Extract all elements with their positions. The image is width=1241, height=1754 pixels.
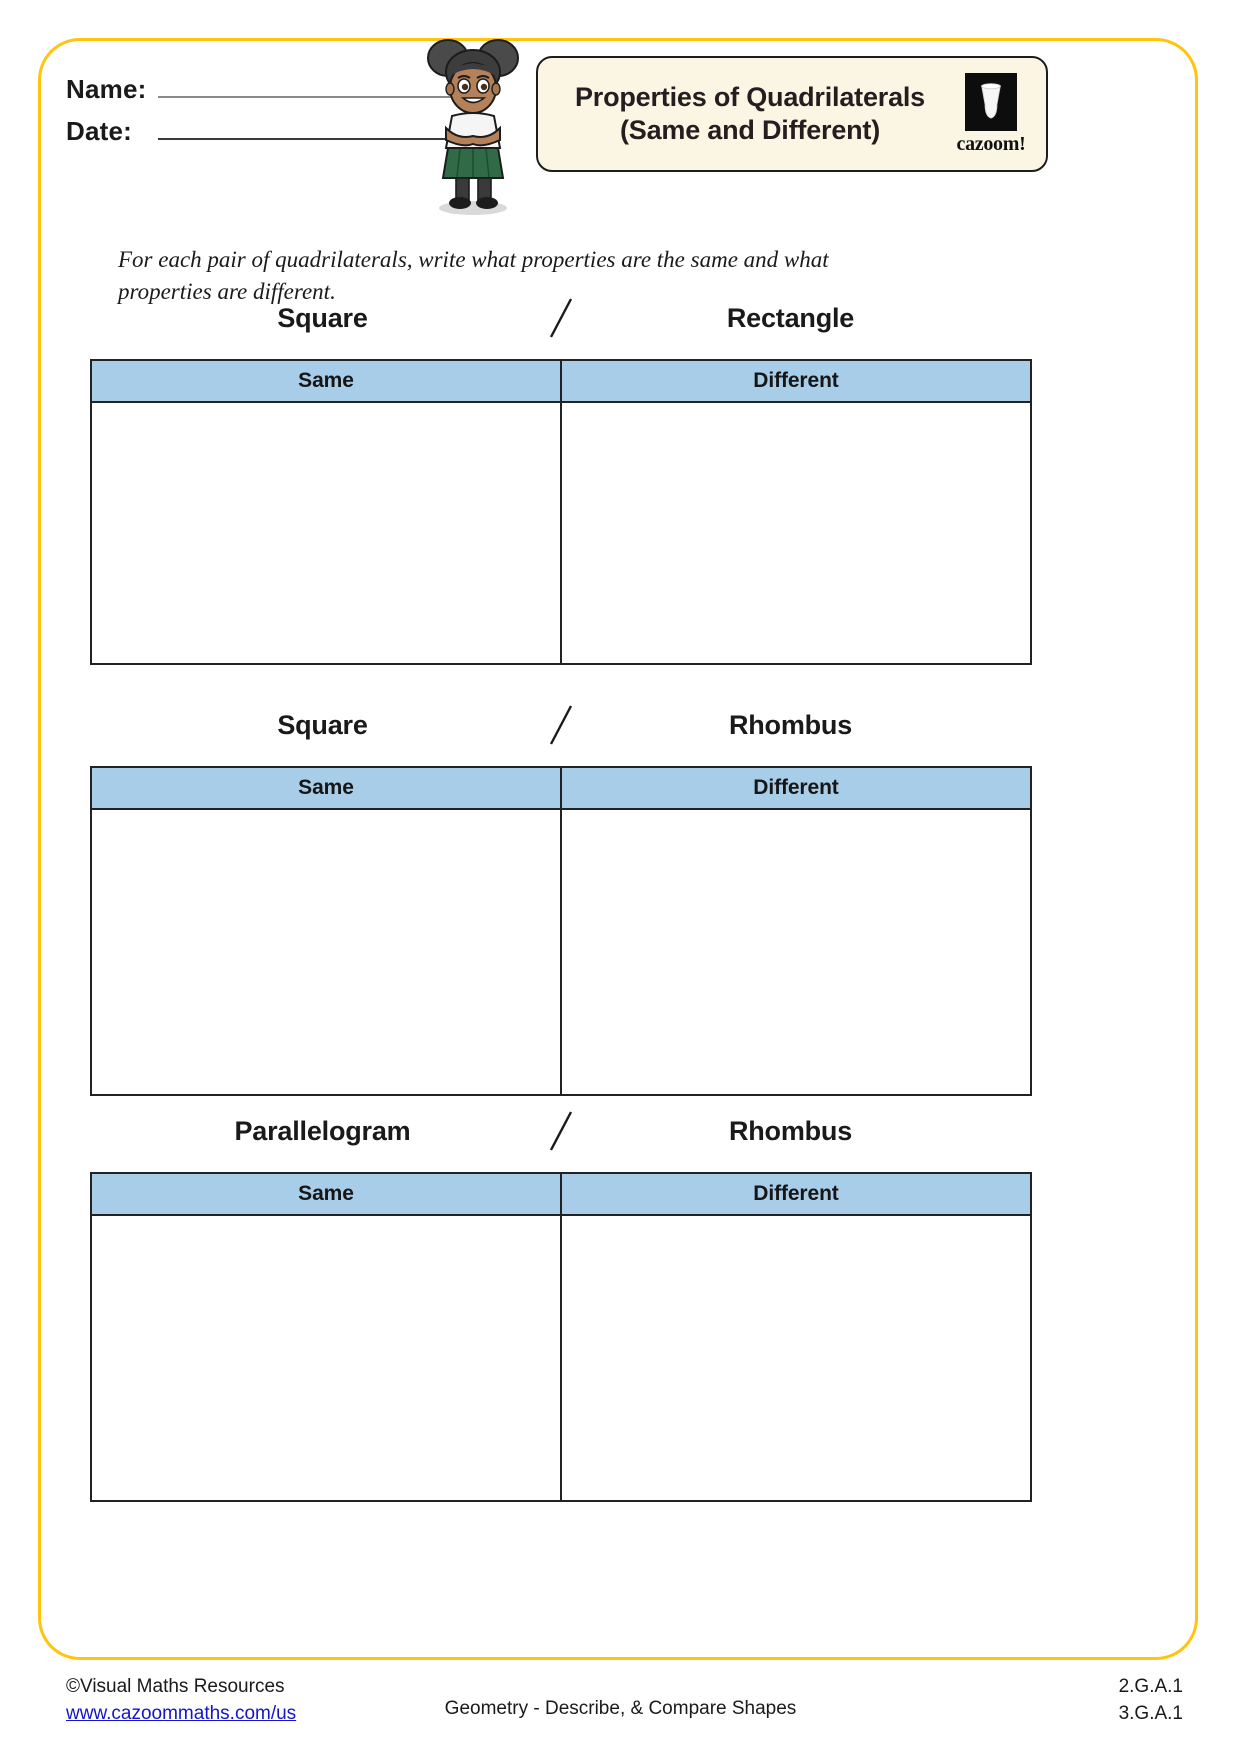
pair-heading-1 [90, 297, 1030, 359]
title-line-1: Properties of Quadrilaterals [574, 81, 925, 112]
table-header-row [91, 1173, 1031, 1215]
name-row [66, 70, 466, 112]
standard-code-2: 3.G.A.1 [1118, 1702, 1183, 1724]
shape-right-1: Rectangle [726, 303, 855, 333]
date-row [66, 112, 466, 154]
comparison-section-1 [90, 297, 1030, 665]
answer-cell-different-1[interactable] [561, 402, 1031, 664]
shape-left-2: Square [277, 710, 368, 740]
column-header-different: Different [561, 360, 1031, 402]
column-header-same: Same [91, 767, 561, 809]
page-footer [0, 1674, 1241, 1744]
cazoom-logo[interactable] [948, 68, 1034, 160]
comparison-section-3 [90, 1110, 1030, 1502]
instructions-line-2: properties are different. [118, 278, 336, 304]
student-character-illustration [408, 36, 538, 216]
name-label: Name: [66, 74, 147, 104]
answer-cell-different-2[interactable] [561, 809, 1031, 1095]
table-row [91, 809, 1031, 1095]
shape-right-2: Rhombus [728, 710, 853, 740]
standard-code-1: 2.G.A.1 [1118, 1676, 1183, 1697]
footer-topic: Geometry - Describe, & Compare Shapes [444, 1698, 797, 1719]
date-label: Date: [66, 116, 133, 146]
cazoom-website-link[interactable]: www.cazoommaths.com/us [66, 1702, 297, 1724]
comparison-table-2 [90, 766, 1032, 1096]
column-header-different: Different [561, 767, 1031, 809]
shape-left-1: Square [277, 303, 368, 333]
comparison-table-3 [90, 1172, 1032, 1502]
answer-cell-same-2[interactable] [91, 809, 561, 1095]
name-date-block [66, 70, 466, 154]
worksheet-title-box [536, 56, 1048, 172]
pair-heading-2 [90, 704, 1030, 766]
column-header-same: Same [91, 360, 561, 402]
instructions-line-1: For each pair of quadrilaterals, write what properties are the same and what [118, 247, 829, 272]
table-row [91, 402, 1031, 664]
comparison-table-1 [90, 359, 1032, 665]
copyright-text: ©Visual Maths Resources [66, 1676, 285, 1697]
table-header-row [91, 360, 1031, 402]
answer-cell-different-3[interactable] [561, 1215, 1031, 1501]
page-title [556, 81, 944, 148]
footer-standards-block [1119, 1674, 1183, 1728]
shape-left-3: Parallelogram [234, 1116, 411, 1146]
table-header-row [91, 767, 1031, 809]
cazoom-wordmark: cazoom! [956, 132, 1026, 155]
worksheet-header [38, 38, 1198, 213]
answer-cell-same-1[interactable] [91, 402, 561, 664]
answer-cell-same-3[interactable] [91, 1215, 561, 1501]
pair-heading-3 [90, 1110, 1030, 1172]
cazoom-drum-icon [965, 73, 1017, 131]
shape-right-3: Rhombus [728, 1116, 853, 1146]
column-header-different: Different [561, 1173, 1031, 1215]
title-line-2: (Same and Different) [619, 115, 881, 145]
comparison-section-2 [90, 704, 1030, 1096]
column-header-same: Same [91, 1173, 561, 1215]
table-row [91, 1215, 1031, 1501]
